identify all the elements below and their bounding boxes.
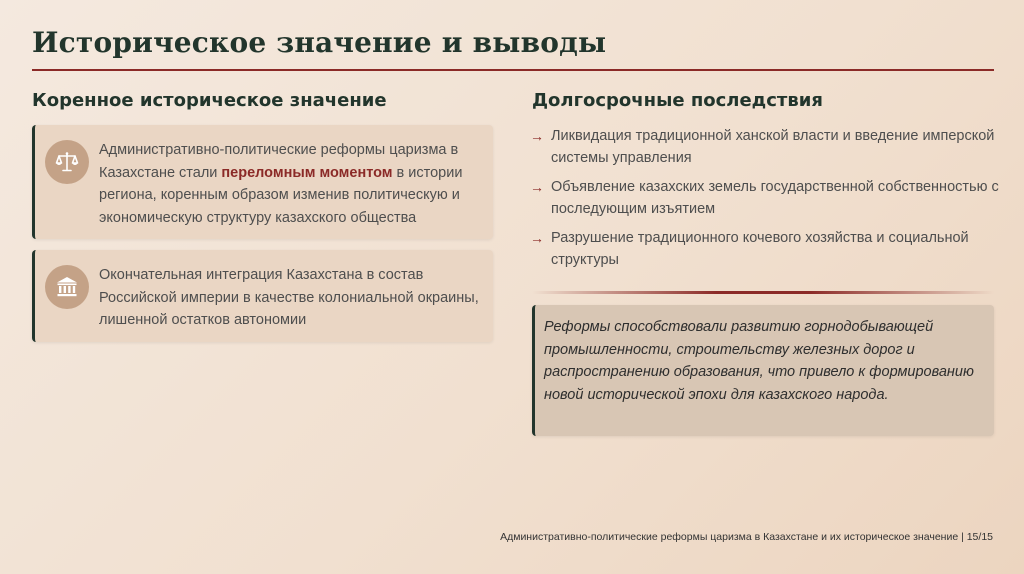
left-column-heading: Коренное историческое значение [32,90,387,111]
right-column-heading: Долгосрочные последствия [532,90,823,111]
significance-card-integration [32,250,493,342]
conclusion-text: Реформы способствовали развитию горнодобывающей промышленности, строительству железных дорог и распространению образования, что привело к формированию новой исторической эпохи для казахского народа. [544,319,974,403]
consequences-list [530,125,1000,278]
list-item: → Разрушение традиционного кочевого хозяйства и социальной структуры [530,227,1000,271]
significance-text-integration: Окончательная интеграция Казахстана в состав Российской империи в качестве колониальной окраины, лишенной остатков автономии [99,267,479,328]
section-divider [532,291,994,294]
list-item: → Объявление казахских земель государственной собственностью с последующим изъятием [530,176,1000,220]
highlight-turning-point: переломным моментом [221,164,393,181]
landmark-icon [45,265,89,309]
slide-footer: Административно-политические реформы царизма в Казахстане и их историческое значение | 15/15 [500,531,993,543]
arrow-right-icon: → [530,179,544,195]
balance-scale-icon [45,140,89,184]
significance-card-reforms [32,125,493,239]
title-divider [32,69,994,71]
arrow-right-icon: → [530,128,544,144]
significance-text-reforms: Административно-политические реформы царизма в Казахстане стали переломным моментом в истории региона, коренным образом изменив политическую и экономическую структуру казахского общества [99,142,463,226]
slide-title: Историческое значение и выводы [32,26,607,59]
conclusion-box [532,305,994,436]
arrow-right-icon: → [530,230,544,246]
list-item: → Ликвидация традиционной ханской власти и введение имперской системы управления [530,125,1000,169]
